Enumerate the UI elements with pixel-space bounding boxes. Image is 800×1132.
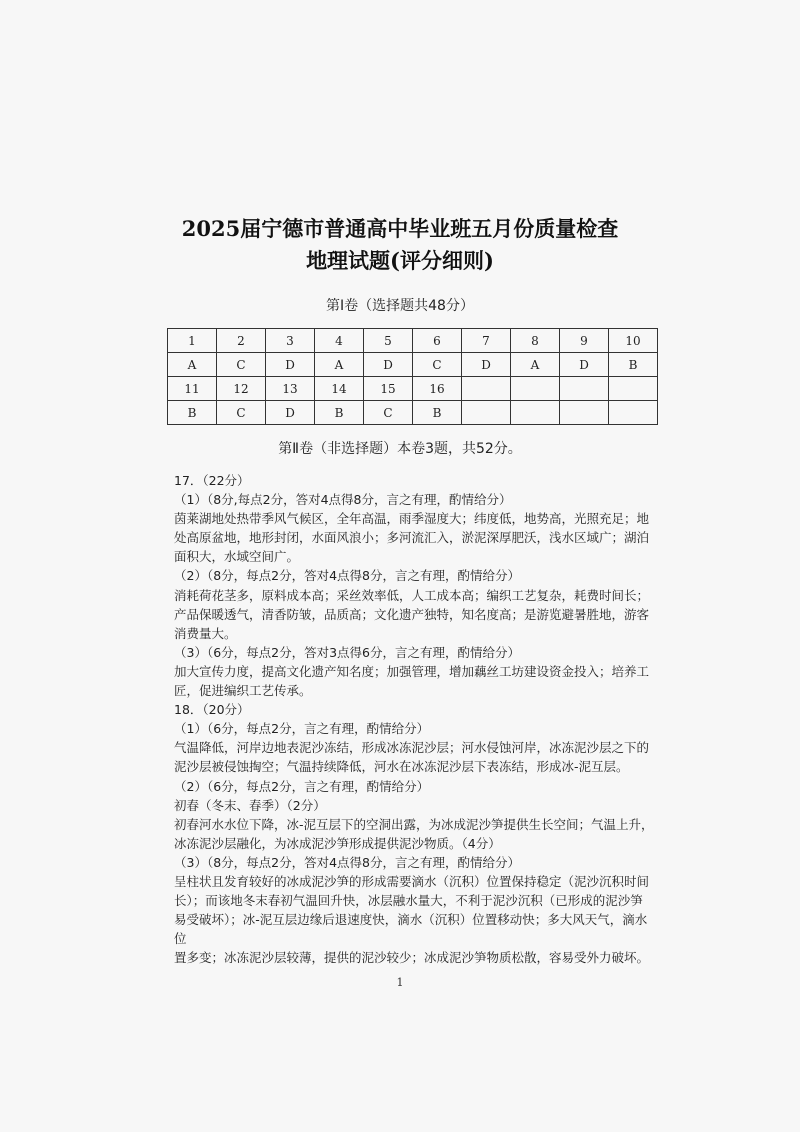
- table-cell: 12: [217, 377, 266, 401]
- text-line: 消耗荷花茎多，原料成本高；采丝效率低，人工成本高；编织工艺复杂，耗费时间长；: [174, 587, 650, 603]
- text-line: 18．（20分）: [174, 702, 250, 718]
- text-line: 泥沙层被侵蚀掏空；气温持续降低，河水在冰冻泥沙层下表冻结，形成冰-泥互层。: [174, 759, 629, 775]
- table-cell: A: [315, 353, 364, 377]
- text-line: （1）（6分，每点2分，言之有理，酌情给分）: [174, 721, 430, 737]
- document-subtitle: 地理试题(评分细则): [306, 248, 494, 273]
- text-line: 面积大，水域空间广。: [174, 549, 300, 565]
- table-cell: D: [266, 401, 315, 425]
- table-cell: C: [413, 353, 462, 377]
- text-line: 长）；而该地冬末春初气温回升快，冰层融水量大，不利于泥沙沉积（已形成的泥沙笋: [174, 893, 643, 909]
- table-cell: [462, 401, 511, 425]
- table-row: [168, 401, 658, 425]
- table-cell: C: [364, 401, 413, 425]
- text-line: 加大宣传力度，提高文化遗产知名度；加强管理，增加藕丝工坊建设资金投入；培养工: [174, 663, 650, 679]
- text-line: 易受破坏）；冰-泥互层边缘后退速度快，滴水（沉积）位置移动快；多大风天气，滴水位: [174, 912, 648, 947]
- table-cell: B: [168, 401, 217, 425]
- text-line: 17．（22分）: [174, 473, 250, 488]
- text-line: （1）（8分,每点2分，答对4点得8分，言之有理，酌情给分）: [174, 492, 512, 508]
- table-cell: 7: [462, 329, 511, 353]
- answer-table: [167, 328, 658, 425]
- table-cell: [609, 401, 658, 425]
- table-cell: 13: [266, 377, 315, 401]
- text-line: 呈柱状且发育较好的冰成泥沙笋的形成需要滴水（沉积）位置保持稳定（泥沙沉积时间: [174, 873, 650, 889]
- table-cell: C: [217, 353, 266, 377]
- table-cell: D: [462, 353, 511, 377]
- table-cell: C: [217, 401, 266, 425]
- table-cell: 14: [315, 377, 364, 401]
- section-1-title: 第Ⅰ卷（选择题共48分）: [326, 298, 474, 314]
- table-row: [168, 329, 658, 353]
- text-line: 冰冻泥沙层融化，为冰成泥沙笋形成提供泥沙物质。（4分）: [174, 835, 501, 851]
- table-cell: 8: [511, 329, 560, 353]
- table-cell: D: [560, 353, 609, 377]
- text-line: 产品保暖透气，清香防皱，品质高；文化遗产独特，知名度高；是游览避暑胜地，游客: [174, 606, 650, 622]
- table-cell: B: [609, 353, 658, 377]
- table-cell: 4: [315, 329, 364, 353]
- answer-body: [174, 471, 654, 967]
- text-line: （3）（8分，每点2分，答对4点得8分，言之有理，酌情给分）: [174, 854, 521, 870]
- page-number: 1: [396, 976, 404, 989]
- table-cell: [511, 401, 560, 425]
- text-line: 消费量大。: [174, 625, 237, 641]
- table-row: [168, 377, 658, 401]
- table-cell: A: [511, 353, 560, 377]
- table-cell: 1: [168, 329, 217, 353]
- table-cell: [462, 377, 511, 401]
- text-line: （2）（6分，每点2分，言之有理，酌情给分）: [174, 778, 430, 794]
- table-cell: 5: [364, 329, 413, 353]
- table-cell: 9: [560, 329, 609, 353]
- table-cell: 2: [217, 329, 266, 353]
- text-line: 初春（冬末、春季）（2分）: [174, 797, 326, 813]
- table-cell: B: [315, 401, 364, 425]
- table-cell: D: [266, 353, 315, 377]
- table-cell: 3: [266, 329, 315, 353]
- table-cell: 15: [364, 377, 413, 401]
- table-cell: D: [364, 353, 413, 377]
- table-cell: [511, 377, 560, 401]
- table-cell: 10: [609, 329, 658, 353]
- table-cell: 6: [413, 329, 462, 353]
- section-2-title: 第Ⅱ卷（非选择题）本卷3题，共52分。: [278, 441, 522, 457]
- text-line: 置多变；冰冻泥沙层较薄，提供的泥沙较少；冰成泥沙笋物质松散，容易受外力破坏。: [174, 950, 650, 966]
- text-line: （3）（6分，每点2分，答对3点得6分，言之有理，酌情给分）: [174, 644, 521, 660]
- table-cell: [560, 401, 609, 425]
- table-cell: [609, 377, 658, 401]
- table-row: [168, 353, 658, 377]
- text-line: 气温降低，河岸边地表泥沙冻结，形成冰冻泥沙层；河水侵蚀河岸，冰冻泥沙层之下的: [174, 740, 650, 756]
- table-cell: B: [413, 401, 462, 425]
- text-line: 匠，促进编织工艺传承。: [174, 683, 312, 699]
- table-cell: A: [168, 353, 217, 377]
- text-line: 初春河水水位下降，冰-泥互层下的空洞出露，为冰成泥沙笋提供生长空间；气温上升，: [174, 816, 654, 832]
- table-cell: 11: [168, 377, 217, 401]
- text-line: （2）（8分，每点2分，答对4点得8分，言之有理，酌情给分）: [174, 568, 521, 584]
- table-cell: [560, 377, 609, 401]
- text-line: 处高原盆地，地形封闭，水面风浪小；多河流汇入，淤泥深厚肥沃，浅水区域广；湖泊: [174, 530, 650, 546]
- table-cell: 16: [413, 377, 462, 401]
- text-line: 茵莱湖地处热带季风气候区，全年高温，雨季湿度大；纬度低，地势高，光照充足；地: [174, 511, 650, 527]
- document-title: 2025届宁德市普通高中毕业班五月份质量检查: [181, 216, 619, 241]
